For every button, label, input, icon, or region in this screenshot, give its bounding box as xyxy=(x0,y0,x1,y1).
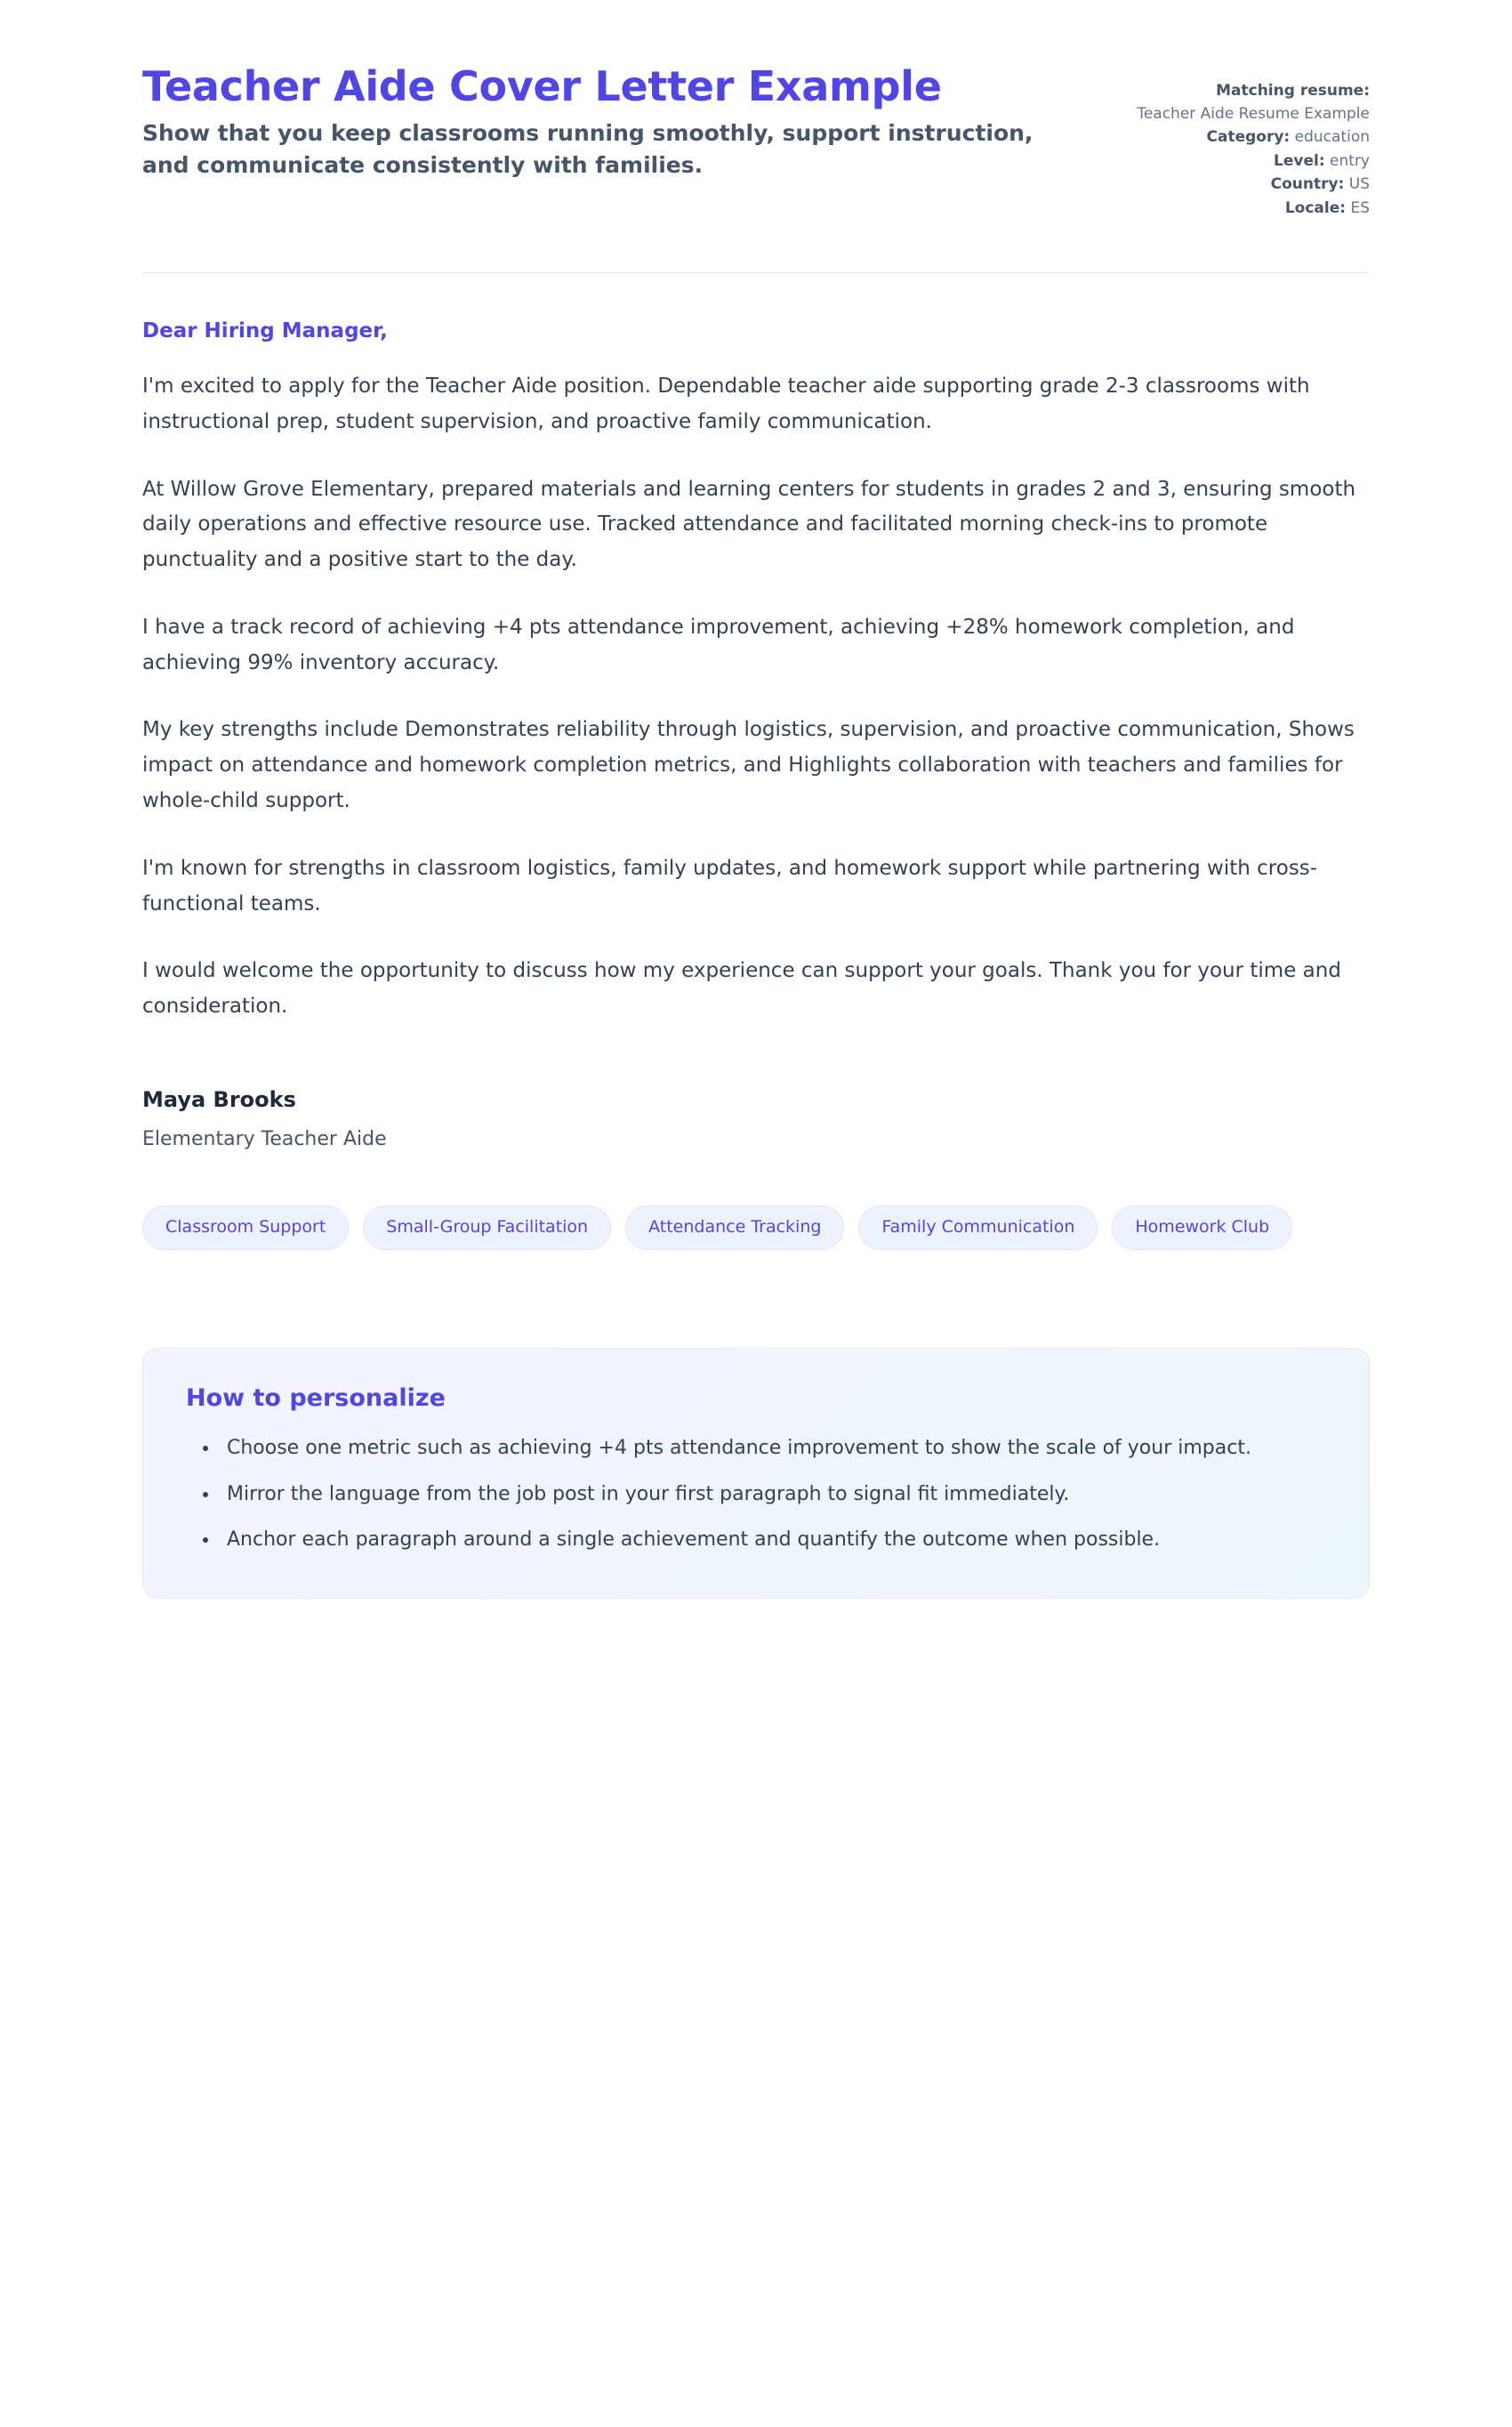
page-title: Teacher Aide Cover Letter Example xyxy=(142,62,942,110)
skill-tag[interactable]: Small-Group Facilitation xyxy=(363,1205,611,1250)
meta-level-value: entry xyxy=(1330,151,1370,170)
personalize-title: How to personalize xyxy=(186,1383,446,1412)
personalize-list xyxy=(186,1431,1326,1557)
document-header xyxy=(142,62,1370,221)
letter-salutation: Dear Hiring Manager, xyxy=(142,319,388,343)
skill-tag-list xyxy=(142,1205,1316,1250)
meta-level-label: Level: xyxy=(1274,151,1325,170)
letter-paragraph-4: My key strengths include Demonstrates reliability through logistics, supervision, and proactive communication, Shows impact on attendance and homework completion metrics, and Highlights collaboration with teachers and families for whole-child support. xyxy=(142,718,1355,813)
letter-paragraph-5: I'm known for strengths in classroom logistics, family updates, and homework support while partnering with cross-functional teams. xyxy=(142,856,1318,915)
meta-country xyxy=(1130,173,1370,197)
signer-role: Elementary Teacher Aide xyxy=(142,1127,387,1150)
letter-paragraph-3: I have a track record of achieving +4 pts attendance improvement, achieving +28% homework completion, and achieving 99% inventory accuracy. xyxy=(142,615,1295,674)
letter-paragraph-2: At Willow Grove Elementary, prepared materials and learning centers for students in grades 2 and 3, ensuring smooth daily operations and effective resource use. Tracked attendance and facilitated morning check-ins to promote punctuality and a positive start to the day. xyxy=(142,477,1356,572)
letter-paragraph-6: I would welcome the opportunity to discuss how my experience can support your goals. Thank you for your time and consideration. xyxy=(142,959,1341,1019)
skill-tag[interactable]: Attendance Tracking xyxy=(625,1205,844,1250)
meta-locale xyxy=(1130,198,1370,221)
list-item: • Anchor each paragraph around a single achievement and quantify the outcome when possible. xyxy=(220,1523,1326,1557)
meta-matching-resume xyxy=(1130,80,1370,125)
header-divider xyxy=(142,272,1370,273)
page-subtitle: Show that you keep classrooms running smoothly, support instruction, and communicate consistently with families. xyxy=(142,120,1033,178)
meta-country-label: Country: xyxy=(1270,175,1345,193)
meta-locale-value: ES xyxy=(1350,198,1370,217)
letter-signature xyxy=(142,1087,1370,1150)
meta-category xyxy=(1130,126,1370,149)
header-text-block xyxy=(142,62,1076,181)
meta-category-label: Category: xyxy=(1206,128,1291,146)
meta-country-value: US xyxy=(1348,175,1370,193)
list-item: • Choose one metric such as achieving +4 pts attendance improvement to show the scale of your impact. xyxy=(220,1431,1326,1465)
document-meta xyxy=(1130,62,1370,221)
cover-letter-body xyxy=(142,319,1370,1150)
meta-category-value: education xyxy=(1294,128,1370,146)
skill-tag[interactable]: Classroom Support xyxy=(142,1205,349,1250)
meta-level xyxy=(1130,150,1370,173)
skill-tag[interactable]: Family Communication xyxy=(858,1205,1098,1250)
personalize-panel xyxy=(142,1348,1370,1599)
meta-locale-label: Locale: xyxy=(1284,198,1347,217)
signer-name: Maya Brooks xyxy=(142,1086,296,1112)
list-item: • Mirror the language from the job post in your first paragraph to signal fit immediately. xyxy=(220,1478,1326,1512)
letter-paragraph-1: I'm excited to apply for the Teacher Aide position. Dependable teacher aide supporting grade 2-3 classrooms with instructional prep, student supervision, and proactive family communication. xyxy=(142,375,1310,433)
meta-matching-resume-value: Teacher Aide Resume Example xyxy=(1137,104,1370,123)
meta-matching-resume-label: Matching resume: xyxy=(1216,82,1370,100)
skill-tag[interactable]: Homework Club xyxy=(1112,1205,1292,1250)
